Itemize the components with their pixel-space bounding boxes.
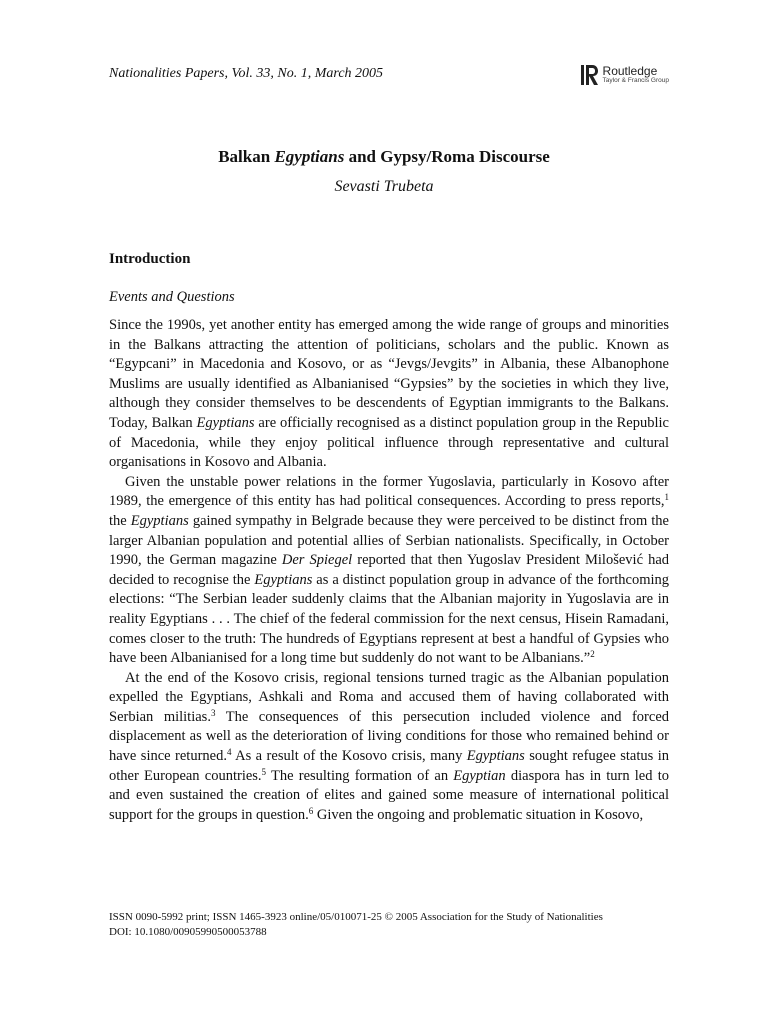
publisher-logo xyxy=(580,62,669,88)
issn-line: ISSN 0090-5992 print; ISSN 1465-3923 online/05/010071-25 © 2005 Association for the Study of Nationalities xyxy=(109,911,603,923)
subsection-heading: Events and Questions xyxy=(109,289,235,305)
footnote-ref[interactable]: 1 xyxy=(664,492,669,503)
routledge-logo-icon xyxy=(580,64,600,86)
journal-citation: Nationalities Papers, Vol. 33, No. 1, March 2005 xyxy=(109,66,384,81)
publisher-name: Routledge xyxy=(602,64,658,79)
section-heading: Introduction xyxy=(109,251,191,267)
running-header xyxy=(109,66,669,92)
doi-line: DOI: 10.1080/00905990500053788 xyxy=(109,926,267,938)
footnote-ref[interactable]: 3 xyxy=(210,707,216,718)
footnote-ref[interactable]: 6 xyxy=(308,805,314,816)
article-title: Balkan Egyptians and Gypsy/Roma Discourse xyxy=(218,147,550,166)
body-text xyxy=(109,316,669,825)
paragraph-1: Since the 1990s, yet another entity has emerged among the wide range of groups and minorities in the Balkans attracting the attention of politicians, scholars and the public. Known as “Egypcani” in Macedonia and Kosovo, or as “Jevgs/Jevgits” in Albania, these Albanophone Muslims are usually identified as Albanianised “Gypsies” by the societies in which they live, although they consider themselves to be descendents of Egyptian immigrants to the Balkans. Today, Balkan Egyptians are officially recognised as a distinct population group in the Republic of Macedonia, while they enjoy political influence through representative and cultural organisations in Kosovo and Albania. xyxy=(109,317,669,471)
publisher-group: Taylor & Francis Group xyxy=(602,77,669,85)
article-author: Sevasti Trubeta xyxy=(334,178,434,195)
footnote-ref[interactable]: 4 xyxy=(226,747,232,758)
footnote-ref[interactable]: 5 xyxy=(261,766,267,777)
paragraph-2: Given the unstable power relations in the former Yugoslavia, particularly in Kosovo after 1989, the emergence of this entity has had political consequences. According to press reports,$^1$ the Egyptians gained sympathy in Belgrade because they were perceived to be distinct from the larger Albanian population and potential allies of Serbian nationalists. Specifically, in October 1990, the German magazine Der Spiegel reported that then Yugoslav President Milošević had decided to recognise the Egyptians as a distinct population group in advance of the forthcoming elections: “The Serbian leader suddenly claims that the Albanian majority in Yugoslavia are in reality Egyptians . . . The chief of the federal commission for the next census, Hisein Ramadani, comes closer to the truth: The hundreds of Egyptians represent at best a handful of Gypsies who have been Albanianised for a long time but suddenly do not want to be Albanians.”$^2$ xyxy=(109,473,670,667)
footnote-ref[interactable]: 2 xyxy=(590,649,595,660)
paragraph-3: At the end of the Kosovo crisis, regional tensions turned tragic as the Albanian population expelled the Egyptians, Ashkali and Roma and accused them of having collaborated with Serbian militias.$^3$ The consequences of this persecution included violence and forced displacement as well as the deterioration of living conditions for those who remained behind or have since returned.$^4$ As a result of the Kosovo crisis, many Egyptians sought refugee status in other European countries.$^5$ The resulting formation of an Egyptian diaspora has in turn led to and even sustained the creation of elites and gained some measure of international political support for the groups in question.$^6$ Given the ongoing and problematic situation in Kosovo, xyxy=(109,669,670,823)
page-footer xyxy=(109,910,669,940)
